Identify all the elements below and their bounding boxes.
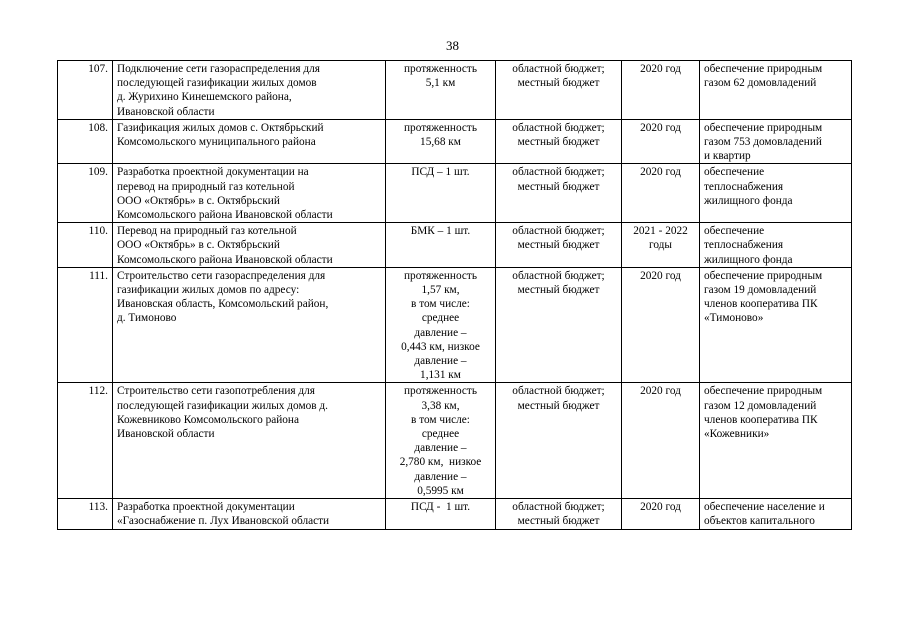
cell-line: газом 12 домовладений [704, 399, 817, 412]
cell-line: областной бюджет; [512, 121, 605, 134]
cell-line: протяженность [404, 385, 477, 398]
cell-line: жилищного фонда [704, 253, 793, 266]
indicator-cell [386, 164, 496, 223]
cell-line: 15,68 км [420, 136, 461, 149]
row-number-cell: 108. [58, 119, 113, 164]
row-number-cell: 110. [58, 223, 113, 268]
row-number-cell: 111. [58, 267, 113, 383]
cell-line: обеспечение природным [704, 385, 823, 398]
cell-line: Комсомольского района Ивановской области [117, 209, 333, 222]
indicator-cell [386, 383, 496, 499]
cell-line: давление – [414, 470, 467, 483]
cell-line: Перевод на природный газ котельной [117, 225, 297, 238]
table-row [58, 164, 852, 223]
cell-line: д. Журихино Кинешемского района, [117, 91, 292, 104]
cell-line: Кожевниково Комсомольского района [117, 413, 299, 426]
cell-line: «Кожевники» [704, 428, 770, 441]
cell-line: местный бюджет [517, 399, 600, 412]
table-row [58, 499, 852, 529]
cell-line: 0,443 км, низкое [401, 340, 480, 353]
cell-line: последующей газификации жилых домов [117, 77, 317, 90]
cell-line: 2020 год [640, 269, 681, 282]
cell-line: 1,57 км, [421, 284, 460, 297]
table-row [58, 383, 852, 499]
cell-line: Ивановская область, Комсомольский район, [117, 298, 329, 311]
year-cell [622, 223, 700, 268]
measure-name-cell [113, 164, 386, 223]
measure-name-cell [113, 499, 386, 529]
cell-line: обеспечение [704, 166, 765, 179]
cell-line: «Тимоново» [704, 312, 764, 325]
cell-line: областной бюджет; [512, 269, 605, 282]
result-cell [700, 164, 852, 223]
year-cell [622, 499, 700, 529]
cell-line: давление – [414, 355, 467, 368]
result-cell [700, 499, 852, 529]
cell-line: обеспечение природным [704, 121, 823, 134]
cell-line: давление – [414, 442, 467, 455]
cell-line: Разработка проектной документации [117, 501, 295, 514]
indicator-cell [386, 267, 496, 383]
funding-source-cell [496, 61, 622, 120]
row-number-cell: 113. [58, 499, 113, 529]
page-number: 38 [446, 38, 459, 53]
cell-line: Разработка проектной документации на [117, 166, 309, 179]
cell-line: местный бюджет [517, 77, 600, 90]
cell-line: членов кооператива ПК [704, 413, 818, 426]
result-cell [700, 61, 852, 120]
funding-source-cell [496, 223, 622, 268]
cell-line: жилищного фонда [704, 194, 793, 207]
cell-line: областной бюджет; [512, 166, 605, 179]
cell-line: Строительство сети газопотребления для [117, 385, 315, 398]
cell-line: теплоснабжения [704, 239, 784, 252]
cell-line: 2020 год [640, 166, 681, 179]
cell-line: обеспечение природным [704, 269, 823, 282]
cell-line: Строительство сети газораспределения для [117, 269, 326, 282]
table-row [58, 61, 852, 120]
cell-line: 2020 год [640, 385, 681, 398]
cell-line: 2020 год [640, 501, 681, 514]
funding-source-cell [496, 164, 622, 223]
measure-name-cell [113, 383, 386, 499]
cell-line: местный бюджет [517, 239, 600, 252]
funding-source-cell [496, 119, 622, 164]
result-cell [700, 223, 852, 268]
cell-line: 0,5995 км [417, 484, 464, 497]
cell-line: членов кооператива ПК [704, 298, 818, 311]
year-cell [622, 61, 700, 120]
cell-line: Подключение сети газораспределения для [117, 63, 320, 75]
cell-line: Ивановской области [117, 105, 215, 118]
cell-line: областной бюджет; [512, 385, 605, 398]
cell-line: ПСД – 1 шт. [411, 166, 470, 179]
cell-line: областной бюджет; [512, 63, 605, 75]
cell-line: обеспечение население и [704, 501, 825, 514]
funding-source-cell [496, 499, 622, 529]
cell-line: ПСД - 1 шт. [410, 501, 471, 514]
year-cell [622, 383, 700, 499]
cell-line: 2020 год [640, 63, 681, 75]
cell-line: д. Тимоново [117, 312, 177, 325]
cell-line: годы [648, 239, 672, 252]
cell-line: местный бюджет [517, 180, 600, 193]
cell-line: 1,131 км [420, 369, 461, 382]
indicator-cell [386, 223, 496, 268]
measures-table [57, 60, 852, 530]
year-cell [622, 267, 700, 383]
result-cell [700, 119, 852, 164]
funding-source-cell [496, 267, 622, 383]
indicator-cell [386, 61, 496, 120]
table-row [58, 267, 852, 383]
table-row [58, 223, 852, 268]
cell-line: протяженность [404, 121, 477, 134]
cell-line: обеспечение природным [704, 63, 823, 75]
table-row [58, 119, 852, 164]
cell-line: ООО «Октябрь» в с. Октябрьский [117, 194, 280, 207]
cell-line: среднее [421, 312, 460, 325]
measure-name-cell [113, 119, 386, 164]
cell-line: 2020 год [640, 121, 681, 134]
measure-name-cell [113, 267, 386, 383]
cell-line: газом 753 домовладений [704, 136, 822, 149]
indicator-cell [386, 499, 496, 529]
cell-line: объектов капитального [704, 515, 815, 528]
cell-line: и квартир [704, 150, 751, 163]
cell-line: ООО «Октябрь» в с. Октябрьский [117, 239, 280, 252]
cell-line: Газификация жилых домов с. Октябрьский [117, 121, 324, 134]
year-cell [622, 119, 700, 164]
cell-line: 2,780 км, низкое [399, 456, 482, 469]
measure-name-cell [113, 223, 386, 268]
year-cell [622, 164, 700, 223]
cell-line: обеспечение [704, 225, 765, 238]
cell-line: протяженность [404, 269, 477, 282]
cell-line: 5,1 км [425, 77, 456, 90]
row-number-cell: 112. [58, 383, 113, 499]
result-cell [700, 267, 852, 383]
cell-line: среднее [421, 428, 460, 441]
cell-line: местный бюджет [517, 136, 600, 149]
cell-line: в том числе: [411, 413, 470, 426]
cell-line: 3,38 км, [421, 399, 460, 412]
cell-line: газом 19 домовладений [704, 284, 817, 297]
funding-source-cell [496, 383, 622, 499]
cell-line: областной бюджет; [512, 501, 605, 514]
cell-line: перевод на природный газ котельной [117, 180, 295, 193]
indicator-cell [386, 119, 496, 164]
row-number-cell: 109. [58, 164, 113, 223]
measure-name-cell [113, 61, 386, 120]
cell-line: газификации жилых домов по адресу: [117, 284, 300, 297]
cell-line: в том числе: [411, 298, 470, 311]
cell-line: БМК – 1 шт. [410, 225, 471, 238]
cell-line: местный бюджет [517, 515, 600, 528]
cell-line: газом 62 домовладений [704, 77, 817, 90]
cell-line: местный бюджет [517, 284, 600, 297]
cell-line: протяженность [404, 63, 477, 75]
cell-line: последующей газификации жилых домов д. [117, 399, 328, 412]
row-number-cell: 107. [58, 61, 113, 120]
result-cell [700, 383, 852, 499]
cell-line: «Газоснабжение п. Лух Ивановской области [117, 515, 330, 528]
cell-line: Комсомольского района Ивановской области [117, 253, 333, 266]
table-body [58, 61, 852, 530]
cell-line: Ивановской области [117, 428, 215, 441]
cell-line: Комсомольского муниципального района [117, 136, 316, 149]
cell-line: 2021 - 2022 [633, 225, 688, 238]
cell-line: теплоснабжения [704, 180, 784, 193]
cell-line: областной бюджет; [512, 225, 605, 238]
cell-line: давление – [414, 326, 467, 339]
